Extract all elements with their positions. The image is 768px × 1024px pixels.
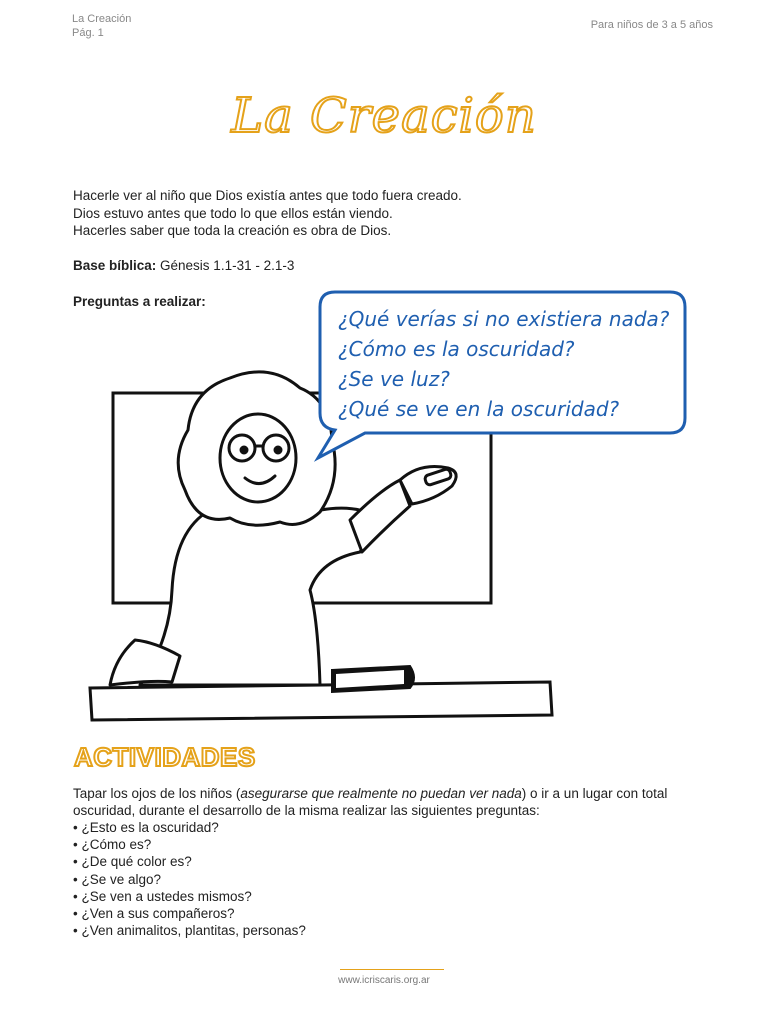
list-item: • ¿De qué color es?	[73, 854, 192, 870]
actividades-italic-note: asegurarse que realmente no puedan ver nada	[240, 786, 522, 801]
actividades-list	[73, 819, 723, 939]
intro-line-3: Hacerles saber que toda la creación es obra de Dios.	[73, 223, 392, 238]
base-biblica-label: Base bíblica:	[73, 258, 157, 273]
list-item: • ¿Ven a sus compañeros?	[73, 906, 235, 922]
base-biblica	[73, 258, 294, 273]
list-item: • ¿Esto es la oscuridad?	[73, 820, 219, 835]
actividades-title: ACTIVIDADES	[74, 742, 256, 772]
bubble-question-4: ¿Qué se ve en la oscuridad?	[338, 397, 620, 421]
teacher-illustration	[80, 290, 700, 750]
bubble-question-2: ¿Cómo es la oscuridad?	[338, 337, 575, 361]
intro-line-2: Dios estuvo antes que todo lo que ellos están viendo.	[73, 205, 393, 221]
page-title: La Creación	[231, 88, 537, 144]
list-item: • ¿Se ven a ustedes mismos?	[73, 888, 252, 904]
actividades-intro: Tapar los ojos de los niños (asegurarse que realmente no puedan ver nada) o ir a un lugar con total oscuridad, durante el desarrollo de la misma realizar las siguientes preguntas:	[73, 786, 668, 818]
intro-text	[73, 187, 462, 240]
list-item: • ¿Cómo es?	[73, 837, 152, 853]
list-item: • ¿Ven animalitos, plantitas, personas?	[73, 923, 306, 939]
list-item: • ¿Se ve algo?	[73, 871, 162, 887]
header-title: La Creación	[72, 13, 132, 25]
actividades-body	[73, 785, 723, 939]
bubble-question-1: ¿Qué verías si no existiera nada?	[338, 307, 670, 331]
bubble-question-3: ¿Se ve luz?	[338, 367, 450, 391]
footer-url: www.icriscaris.org.ar	[338, 975, 430, 986]
header-doc-info	[72, 12, 131, 40]
intro-line-1: Hacerle ver al niño que Dios existía antes que todo fuera creado.	[73, 188, 462, 203]
base-biblica-value: Génesis 1.1-31 - 2.1-3	[156, 258, 295, 273]
preguntas-label: Preguntas a realizar:	[73, 294, 206, 309]
footer-divider	[340, 969, 444, 970]
header-audience: Para niños de 3 a 5 años	[590, 19, 713, 31]
header-page: Pág. 1	[72, 27, 104, 39]
desk	[90, 682, 552, 720]
